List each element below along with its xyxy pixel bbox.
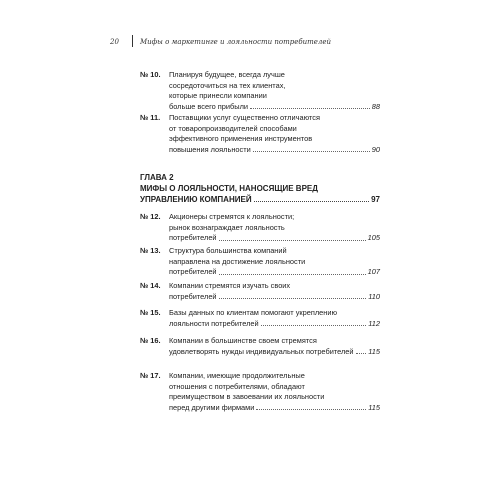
entry-text [169,371,380,413]
entry-line: перед другими фирмами [169,402,255,412]
entry-line: сосредоточиться на тех клиентах, [169,80,286,90]
dot-leader [219,298,367,299]
dot-leader [356,353,367,354]
entry-last-line [169,292,380,303]
entry-line: Планируя будущее, всегда лучше [169,70,285,79]
entry-text [169,212,380,244]
entry-line: которые принесли компании [169,91,267,100]
entry-line: эффективного применения инструментов [169,134,313,143]
entry-line: повышения лояльности [169,144,251,154]
entry-line: преимуществом в завоевании их лояльности [169,392,325,401]
chapter-last-line [140,194,380,205]
chapter-title-line: МИФЫ О ЛОЯЛЬНОСТИ, НАНОСЯЩИЕ ВРЕД [140,184,318,193]
chapter-heading [140,172,380,205]
entry-text [169,308,380,329]
entry-page: 110 [368,291,380,301]
entry-last-line [169,347,380,358]
entry-line: потребителей [169,291,217,301]
entry-line: потребителей [169,233,217,242]
entry-line: рынок вознаграждает лояльность [169,222,285,232]
entry-number: № 12. [140,212,161,221]
entry-page: 107 [367,267,380,276]
entry-line: Базы данных по клиентам помогают укреплению [169,308,338,317]
entry-line: Компании в большинстве своем стремятся [169,336,317,345]
dot-leader [219,240,366,241]
entry-number: № 17. [140,371,161,380]
dot-leader [250,108,370,109]
entry-line: лояльности потребителей [169,318,259,328]
entry-line: удовлетворять нужды индивидуальных потребителей [169,346,354,356]
chapter-title-line: УПРАВЛЕНИЮ КОМПАНИЕЙ [140,195,252,204]
entry-page: 112 [368,318,380,328]
entry-last-line [169,319,380,330]
entry-line: больше всего прибыли [169,101,249,111]
entry-line: Структура большинства компаний [169,246,287,255]
entry-text [169,281,380,302]
dot-leader [256,409,366,410]
entry-page: 105 [367,233,380,242]
entry-page: 90 [371,144,380,154]
chapter-label: ГЛАВА 2 [140,173,174,182]
header-divider [132,35,133,47]
entry-page: 88 [371,101,380,111]
entry-page: 115 [368,346,380,356]
entry-last-line [169,102,380,113]
entry-number: № 13. [140,246,161,255]
entry-line: от товаропроизводителей способами [169,123,297,133]
entry-number: № 16. [140,336,161,345]
dot-leader [253,151,370,152]
entry-text [169,113,380,155]
entry-page: 115 [368,402,380,412]
entry-last-line [169,267,380,278]
entry-line: направлена на достижение лояльности [169,256,306,266]
entry-text [169,336,380,357]
entry-text [169,246,380,278]
entry-number: № 14. [140,281,161,290]
page-number: 20 [110,38,119,46]
entry-line: Компании стремятся изучать своих [169,281,291,290]
dot-leader [254,201,370,202]
entry-text [169,70,380,112]
chapter-page: 97 [371,195,380,204]
entry-last-line [169,403,380,414]
entry-number: № 10. [140,70,161,79]
entry-line: потребителей [169,267,217,276]
entry-line: Поставщики услуг существенно отличаются [169,113,320,122]
dot-leader [219,274,366,275]
running-title: Мифы о маркетинге и лояльности потребителей [140,38,332,46]
entry-number: № 15. [140,308,161,317]
entry-line: Компании, имеющие продолжительные [169,371,305,380]
entry-line: Акционеры стремятся к лояльности; [169,212,295,221]
entry-last-line [169,233,380,244]
entry-last-line [169,145,380,156]
entry-line: отношения с потребителями, обладают [169,381,305,391]
entry-number: № 11. [140,113,161,122]
dot-leader [261,325,367,326]
